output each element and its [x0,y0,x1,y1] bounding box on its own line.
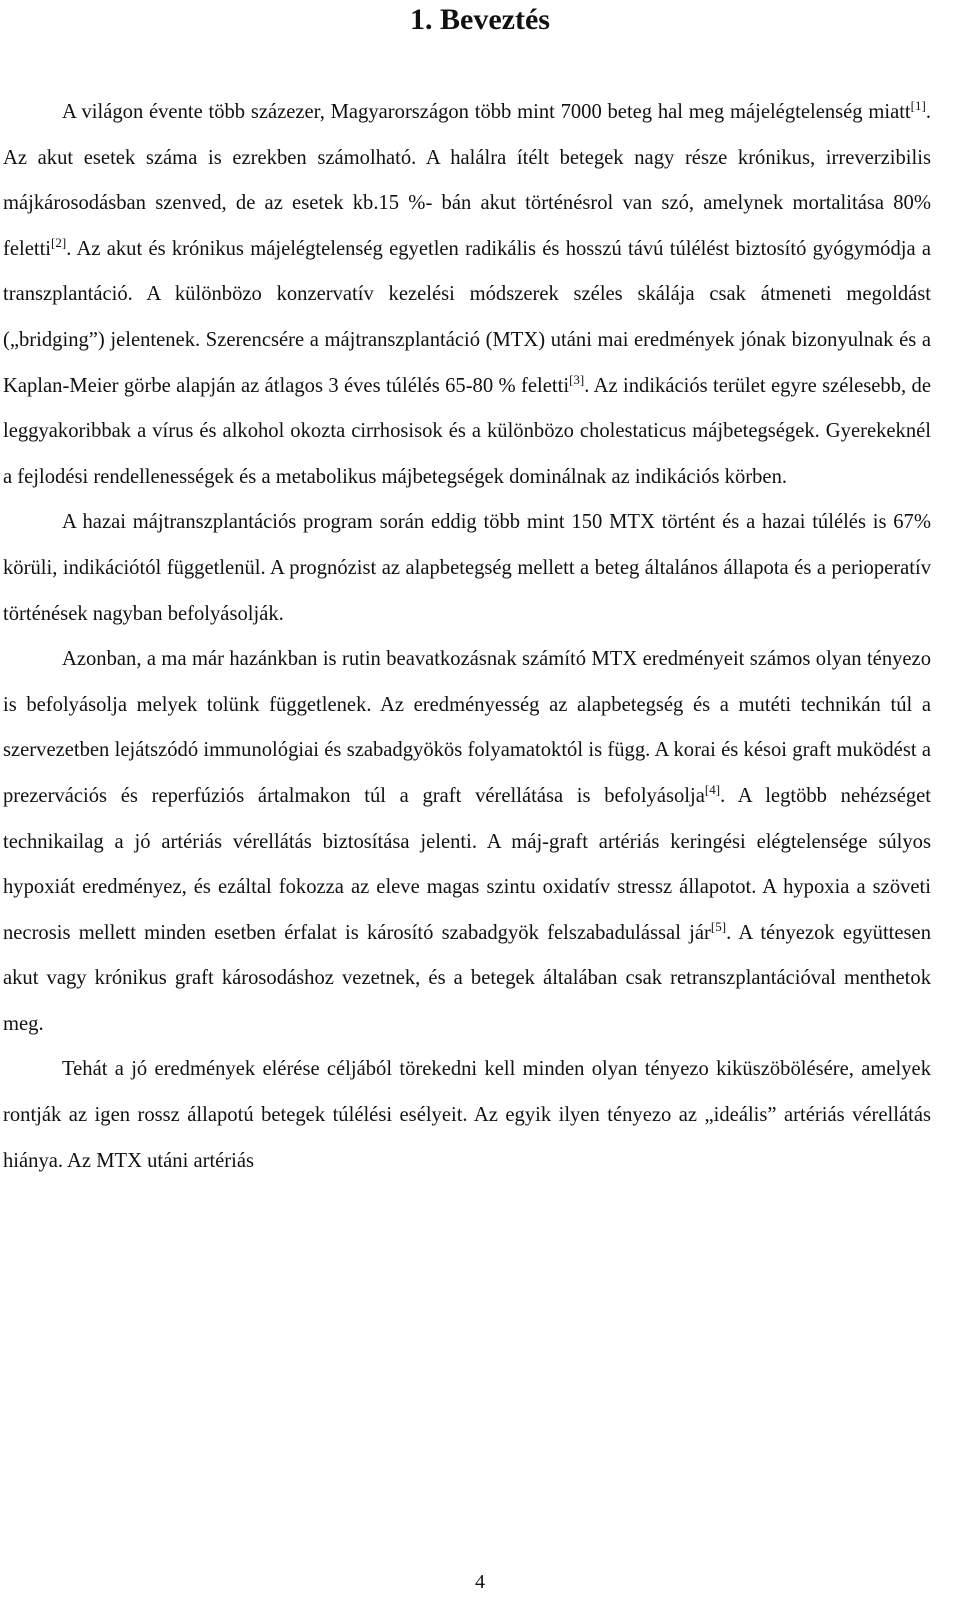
paragraph [3,90,931,500]
paragraph [3,1047,931,1184]
paragraph-text: . Az akut esetek száma is ezrekben számolható. A halálra ítélt betegek nagy része krónikus, irreverzibilis májkárosodásban szenved, de az esetek kb.15 %- bán akut történésrol van szó, amelynek mortalitása 80% feletti [3,101,931,260]
paragraph-text: A világon évente több százezer, Magyarországon több mint 7000 beteg hal meg májelégtelenség miatt [62,101,911,123]
page-number: 4 [475,1571,485,1593]
paragraph-text: A hazai májtranszplantációs program során eddig több mint 150 MTX történt és a hazai túlélés is 67% körüli, indikációtól függetlenül. A prognózist az alapbetegség mellett a beteg általános állapota és a perioperatív történések nagyban befolyásolják. [3,511,931,625]
body-text [3,90,931,1184]
section-heading: 1. Beveztés [410,3,550,36]
reference-marker: [3] [569,371,585,387]
paragraph-text: Tehát a jó eredmények elérése céljából törekedni kell minden olyan tényezo kiküszöbölésére, amelyek rontják az igen rossz állapotú betegek túlélési esélyeit. Az egyik ilyen tényezo az „ideális” artériás vérellátás hiánya. Az MTX utáni artériás [3,1058,931,1172]
paragraph-text: . A legtöbb nehézséget technikailag a jó artériás vérellátás biztosítása jelenti. A máj-graft artériás keringési elégtelensége súlyos hypoxiát eredményez, és ezáltal fokozza az eleve magas szintu oxidatív stressz állapotot. A hypoxia a szöveti necrosis mellett minden esetben érfalat is károsító szabadgyök felszabadulással jár [3,784,931,944]
paragraph-text: Azonban, a ma már hazánkban is rutin beavatkozásnak számító MTX eredményeit számos olyan tényezo is befolyásolja melyek tolünk függetlenek. Az eredményesség az alapbetegség és a mutéti technikán túl a szervezetben lejátszódó immunológiai és szabadgyökös folyamatoktól is függ. A korai és késoi graft muködést a prezervációs és reperfúziós ártalmakon túl a graft vérellátása is befolyásolja [3,648,931,807]
paragraph [3,637,931,1047]
paragraph-text: . Az akut és krónikus májelégtelenség egyetlen radikális és hosszú távú túlélést biztosító gyógymódja a transzplantáció. A különbözo konzervatív kezelési módszerek széles skálája csak átmeneti megoldást („bridging”) jelentenek. Szerencsére a májtranszplantáció (MTX) utáni mai eredmények jónak bizonyulnak és a Kaplan-Meier görbe alapján az átlagos 3 éves túlélés 65-80 % feletti [3,237,931,397]
paragraph-text: . A tényezok együttesen akut vagy krónikus graft károsodáshoz vezetnek, és a betegek általában csak retranszplantációval menthetok meg. [3,921,931,1035]
reference-marker: [5] [710,918,727,934]
reference-marker: [1] [910,98,926,113]
reference-marker: [2] [51,234,67,250]
paragraph [3,500,931,637]
paragraph-text: . Az indikációs terület egyre szélesebb, de leggyakoribbak a vírus és alkohol okozta cirrhosisok és a különbözo cholestaticus májbetegségek. Gyerekeknél a fejlodési rendellenességek és a metabolikus májbetegségek dominálnak az indikációs körben. [3,374,931,488]
reference-marker: [4] [704,781,721,797]
